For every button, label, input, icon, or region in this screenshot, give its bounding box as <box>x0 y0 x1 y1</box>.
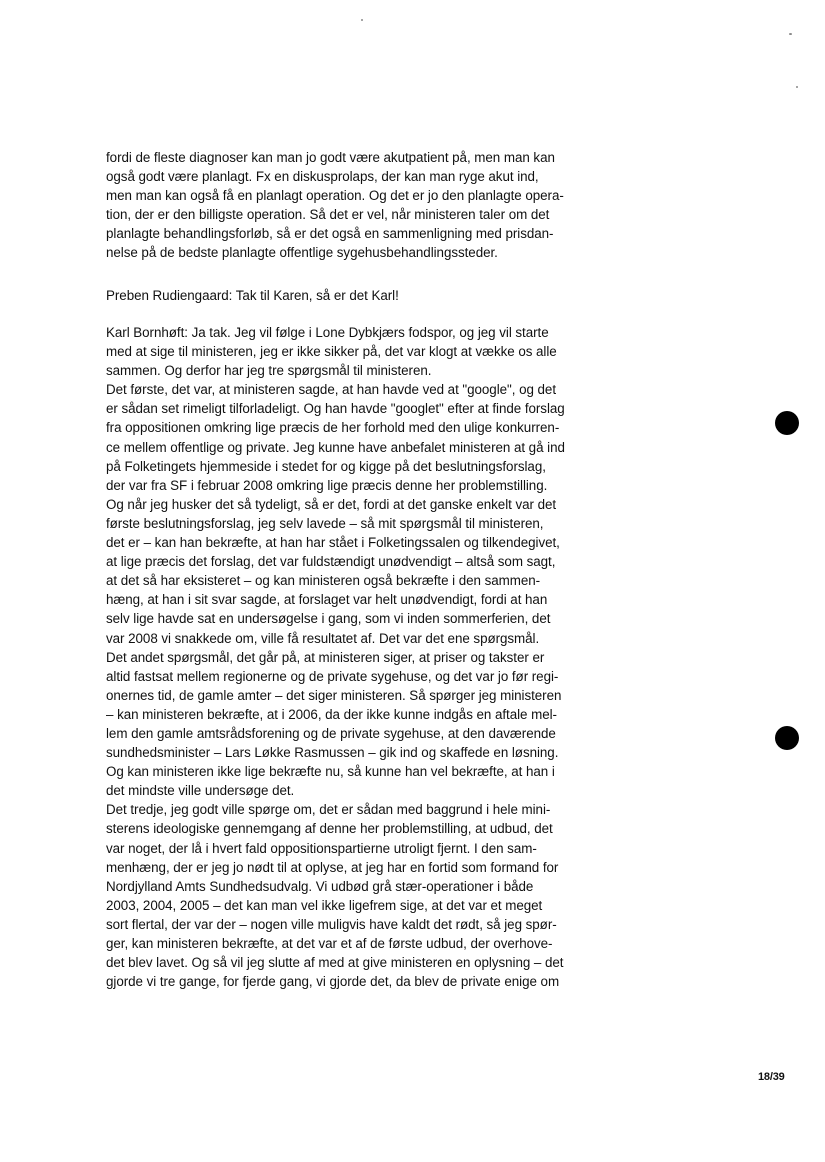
text-line: der var fra SF i februar 2008 omkring lige præcis denne her problemstilling. <box>106 477 548 493</box>
punch-hole-upper <box>775 411 799 435</box>
text-line: første beslutningsforslag, jeg selv lavede – så mit spørgsmål til ministeren, <box>106 515 544 531</box>
text-line: er sådan set rimeligt tilforladeligt. Og han havde "googlet" efter at finde forslag <box>106 401 565 417</box>
scan-speck <box>789 33 792 35</box>
text-line: men man kan også få en planlagt operation. Og det er jo den planlagte opera- <box>106 188 564 204</box>
text-line: var 2008 vi snakkede om, ville få resultatet af. Det var det ene spørgsmål. <box>106 630 540 646</box>
text-line: ce mellem offentlige og private. Jeg kunne have anbefalet ministeren at gå ind <box>106 439 565 455</box>
paragraph-chair-transition <box>106 286 586 305</box>
scan-speck <box>361 19 363 21</box>
text-line: fordi de fleste diagnoser kan man jo godt være akutpatient på, men man kan <box>106 150 555 165</box>
scan-speck <box>796 86 798 88</box>
text-line: sort flertal, der var der – nogen ville muligvis have kaldt det rødt, så jeg spør- <box>106 916 557 932</box>
text-line: var noget, der lå i hvert fald oppositionspartierne utroligt fjernt. I den sam- <box>106 840 537 856</box>
text-line: fra oppositionen omkring lige præcis de her forhold med den ulige konkurren- <box>106 420 560 436</box>
punch-hole-lower <box>775 726 799 750</box>
text-line: at det så har eksisteret – og kan ministeren også bekræfte i den sammen- <box>106 573 541 589</box>
text-line: Preben Rudiengaard: Tak til Karen, så er det Karl! <box>106 288 399 303</box>
text-line: Og når jeg husker det så tydeligt, så er det, fordi at det ganske enkelt var det <box>106 496 557 512</box>
text-line: Nordjylland Amts Sundhedsudvalg. Vi udbød grå stær-operationer i både <box>106 878 534 894</box>
text-line: planlagte behandlingsforløb, så er det også en sammenligning med prisdan- <box>106 226 554 242</box>
text-line: selv lige havde sat en undersøgelse i gang, som vi inden sommerferien, det <box>106 611 551 627</box>
text-line: sundhedsminister – Lars Løkke Rasmussen – gik ind og skaffede en løsning. <box>106 745 559 761</box>
text-line: – kan ministeren bekræfte, at i 2006, da der ikke kunne indgås en aftale mel- <box>106 706 557 722</box>
text-line: sterens ideologiske gennemgang af denne her problemstilling, at udbud, det <box>106 821 553 837</box>
page-number: 18/39 <box>758 1071 785 1083</box>
text-line: Det første, det var, at ministeren sagde, at han havde ved at "google", og det <box>106 382 557 398</box>
text-line: det mindste ville undersøge det. <box>106 783 295 799</box>
text-line: med at sige til ministeren, jeg er ikke sikker på, det var klogt at vække os alle <box>106 344 557 360</box>
text-line: det blev lavet. Og så vil jeg slutte af med at give ministeren en oplysning – det <box>106 955 564 971</box>
text-line: på Folketingets hjemmeside i stedet for og kigge på det beslutningsforslag, <box>106 458 546 474</box>
text-line: gjorde vi tre gange, for fjerde gang, vi gjorde det, da blev de private enige om <box>106 974 560 990</box>
text-line: altid fastsat mellem regionerne og de private sygehuse, og det var jo før regi- <box>106 668 559 684</box>
text-line: Og kan ministeren ikke lige bekræfte nu, så kunne han vel bekræfte, at han i <box>106 764 555 780</box>
text-line: nelse på de bedste planlagte offentlige sygehusbehandlingssteder. <box>106 245 498 261</box>
text-line: Det andet spørgsmål, det går på, at ministeren siger, at priser og takster er <box>106 649 545 665</box>
paragraph-karl-bornhoeft-questions <box>106 323 586 991</box>
text-line: at lige præcis det forslag, det var fuldstændigt unødvendigt – altså som sagt, <box>106 554 556 570</box>
text-line: tion, der er den billigste operation. Så det er vel, når ministeren taler om det <box>106 207 550 223</box>
paragraph-closing-remarks <box>106 148 586 263</box>
text-line: menhæng, der er jeg jo nødt til at oplyse, at jeg har en fortid som formand for <box>106 859 559 875</box>
text-line: onernes tid, de gamle amter – det siger ministeren. Så spørger jeg ministeren <box>106 687 562 703</box>
text-line: Det tredje, jeg godt ville spørge om, det er sådan med baggrund i hele mini- <box>106 802 551 818</box>
text-line: lem den gamle amtsrådsforening og de private sygehuse, at den daværende <box>106 725 556 741</box>
text-line: sammen. Og derfor har jeg tre spørgsmål til ministeren. <box>106 363 432 379</box>
text-line: det er – kan han bekræfte, at han har stået i Folketingssalen og tilkendegivet, <box>106 535 560 551</box>
text-line: 2003, 2004, 2005 – det kan man vel ikke ligefrem sige, at det var et meget <box>106 897 543 913</box>
text-line: Karl Bornhøft: Ja tak. Jeg vil følge i Lone Dybkjærs fodspor, og jeg vil starte <box>106 325 549 340</box>
text-line: også godt være planlagt. Fx en diskusprolaps, der kan man ryge akut ind, <box>106 169 539 185</box>
text-line: ger, kan ministeren bekræfte, at det var et af de første udbud, der overhove- <box>106 936 553 951</box>
text-line: hæng, at han i sit svar sagde, at forslaget var helt unødvendigt, fordi at han <box>106 592 548 608</box>
